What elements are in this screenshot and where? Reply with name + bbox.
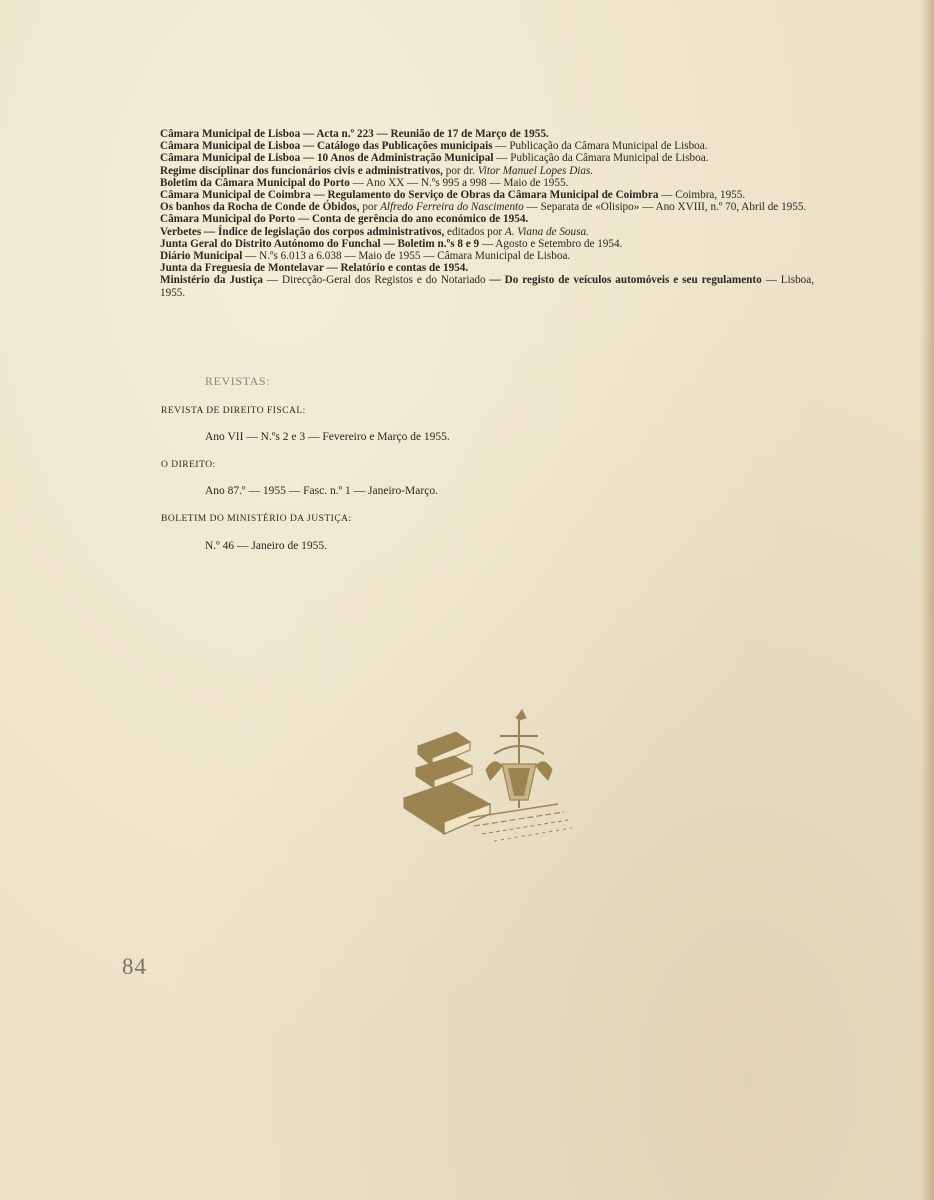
books-caravel-emblem-icon [398,708,578,848]
bibliography-list [160,128,814,299]
bibliography-entry: Verbetes — Índice de legislação dos corpos administrativos, editados por A. Viana de Sousa. [160,225,589,238]
page-number: 84 [122,954,147,979]
bibliography-entry: Câmara Municipal de Lisboa — 10 Anos de Administração Municipal — Publicação da Câmara Municipal de Lisboa. [160,152,709,165]
bibliography-entry: Ministério da Justiça — Direcção-Geral dos Registos e do Notariado — Do registo de veículos automóveis e seu regulamento — Lisboa, 1955. [160,274,815,299]
bibliography-entry: Diário Municipal — N.ºs 6.013 a 6.038 — Maio de 1955 — Câmara Municipal de Lisboa. [160,250,571,263]
revistas-heading: REVISTAS: [205,374,271,388]
journal-title: BOLETIM DO MINISTÉRIO DA JUSTIÇA: [161,514,352,524]
bibliography-entry: Regime disciplinar dos funcionários civis e administrativos, por dr. Vitor Manuel Lopes Dias. [160,164,594,177]
bibliography-entry: Os banhos da Rocha de Conde de Óbidos, por Alfredo Ferreira do Nascimento — Separata de «Olisipo» — Ano XVIII, n.º 70, Abril de 1955. [160,201,807,214]
bibliography-entry: Câmara Municipal de Lisboa — Catálogo das Publicações municipais — Publicação da Câmara Municipal de Lisboa. [160,140,708,153]
journal-issue: N.º 46 — Janeiro de 1955. [205,540,328,552]
page-edge-shadow [920,0,934,1200]
journal-issue: Ano VII — N.ºs 2 e 3 — Fevereiro e Março de 1955. [205,431,450,443]
journal-issue: Ano 87.º — 1955 — Fasc. n.º 1 — Janeiro-Março. [205,485,438,497]
bibliography-entry: Câmara Municipal de Lisboa — Acta n.º 223 — Reunião de 17 de Março de 1955. [160,128,549,140]
bibliography-entry: Junta da Freguesia de Montelavar — Relatório e contas de 1954. [160,262,469,275]
bibliography-entry: Câmara Municipal de Coimbra — Regulamento do Serviço de Obras da Câmara Municipal de Coimbra — Coimbra, 1955. [160,189,746,202]
bibliography-entry: Câmara Municipal do Porto — Conta de gerência do ano económico de 1954. [160,213,529,226]
journal-title: O DIREITO: [161,460,216,470]
journal-title: REVISTA DE DIREITO FISCAL: [161,406,306,416]
bibliography-entry: Junta Geral do Distrito Autónomo do Funchal — Boletim n.ºs 8 e 9 — Agosto e Setembro de 1954. [160,237,623,250]
bibliography-entry: Boletim da Câmara Municipal do Porto — Ano XX — N.ºs 995 a 998 — Maio de 1955. [160,176,569,189]
